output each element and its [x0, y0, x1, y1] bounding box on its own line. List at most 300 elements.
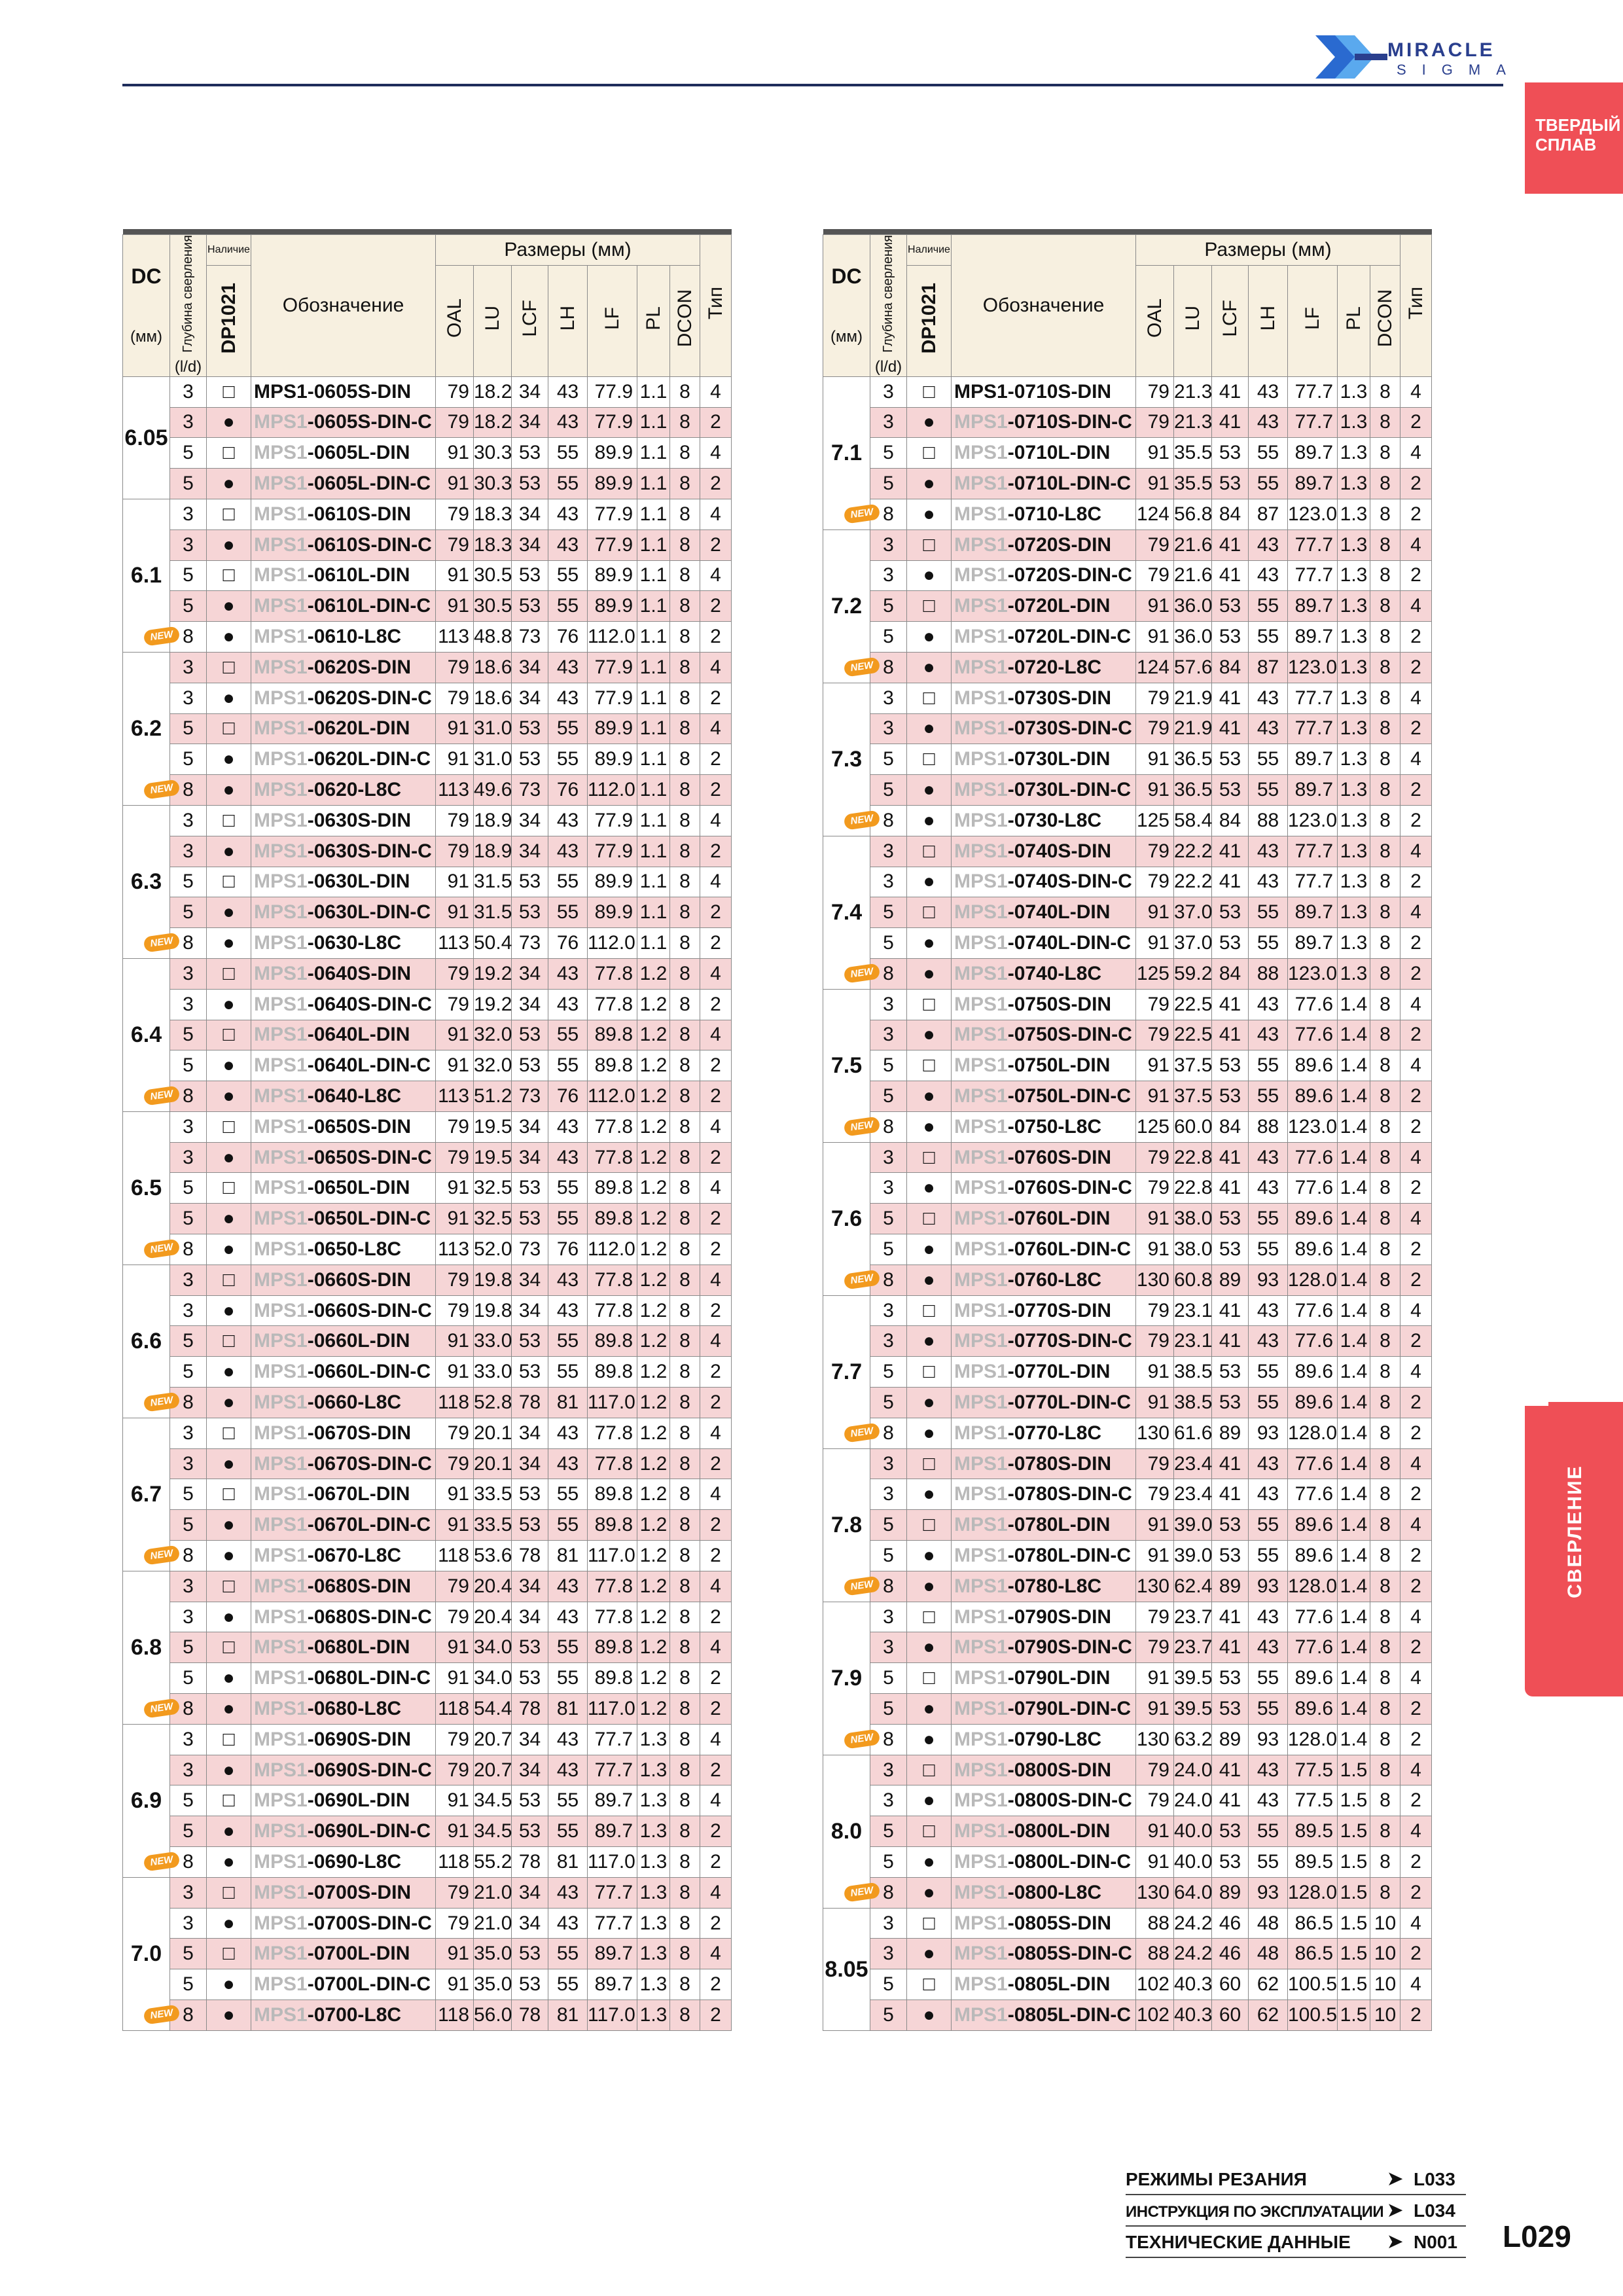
designation-cell[interactable] — [952, 1357, 1136, 1388]
table-row[interactable] — [123, 1632, 732, 1663]
designation-cell[interactable] — [251, 897, 436, 928]
designation-suffix: -0730L-DIN — [1007, 748, 1111, 770]
designation-suffix: -0750L-DIN-C — [1007, 1085, 1132, 1107]
table-row[interactable] — [123, 1602, 732, 1632]
ref-instructions[interactable] — [1126, 2195, 1466, 2227]
designation-cell[interactable] — [251, 1173, 436, 1204]
designation-cell[interactable] — [952, 1908, 1136, 1939]
table-row[interactable] — [823, 1785, 1432, 1816]
table-row[interactable] — [123, 836, 732, 867]
lcf-value: 84 — [1212, 958, 1249, 989]
table-row[interactable] — [823, 438, 1432, 469]
designation-cell[interactable] — [251, 1357, 436, 1388]
pl-value: 1.2 — [637, 1295, 670, 1326]
table-row[interactable] — [823, 1326, 1432, 1357]
lu-value: 51.2 — [474, 1081, 512, 1112]
oal-value: 91 — [1136, 897, 1174, 928]
lu-value: 21.9 — [1174, 683, 1212, 713]
table-row[interactable] — [123, 1847, 732, 1878]
table-row[interactable] — [123, 652, 732, 683]
table-row[interactable] — [823, 836, 1432, 867]
designation-cell[interactable] — [952, 652, 1136, 683]
lh-value: 87 — [1249, 499, 1288, 529]
pl-header-label: PL — [642, 306, 664, 331]
table-row[interactable] — [123, 591, 732, 622]
designation-cell[interactable] — [952, 1969, 1136, 2000]
pl-value: 1.1 — [637, 499, 670, 529]
table-row[interactable] — [123, 1050, 732, 1081]
table-row[interactable] — [123, 1388, 732, 1418]
designation-cell[interactable] — [952, 989, 1136, 1020]
designation-cell[interactable] — [952, 958, 1136, 989]
pl-header-label: PL — [1342, 306, 1364, 331]
lu-value: 18.6 — [474, 683, 512, 713]
designation-cell[interactable] — [251, 1571, 436, 1602]
table-row[interactable] — [123, 1785, 732, 1816]
ld-cell — [170, 529, 207, 560]
designation-cell[interactable] — [952, 713, 1136, 744]
table-row[interactable] — [123, 1204, 732, 1234]
designation-cell[interactable] — [952, 1541, 1136, 1571]
table-row[interactable] — [823, 1969, 1432, 2000]
table-row[interactable] — [823, 1847, 1432, 1878]
designation-cell[interactable] — [952, 529, 1136, 560]
lh-value: 55 — [1249, 897, 1288, 928]
lcf-value: 73 — [512, 775, 548, 806]
table-row[interactable] — [123, 1939, 732, 1969]
ld-cell — [870, 775, 907, 806]
table-row[interactable] — [123, 1969, 732, 2000]
dc-value: 7.9 — [823, 1602, 870, 1755]
table-row[interactable] — [823, 958, 1432, 989]
dcon-value: 8 — [1370, 1847, 1400, 1878]
table-row[interactable] — [823, 1571, 1432, 1602]
table-row[interactable] — [823, 1479, 1432, 1510]
ld-cell — [170, 1877, 207, 1908]
side-tab-carbide[interactable]: ТВЕРДЫЙ СПЛАВ — [1525, 82, 1623, 194]
designation-cell[interactable] — [952, 1479, 1136, 1510]
lf-value: 89.6 — [1288, 1050, 1338, 1081]
table-row[interactable] — [823, 1755, 1432, 1785]
designation-cell[interactable] — [251, 376, 436, 407]
table-row[interactable] — [123, 438, 732, 469]
lh-value: 55 — [548, 1204, 588, 1234]
designation-cell[interactable] — [251, 1755, 436, 1785]
table-row[interactable] — [123, 1908, 732, 1939]
table-row[interactable] — [823, 805, 1432, 836]
side-tab-drilling[interactable] — [1525, 1402, 1623, 1696]
lf-value: 89.5 — [1288, 1847, 1338, 1878]
table-row[interactable] — [823, 989, 1432, 1020]
designation-cell[interactable] — [952, 622, 1136, 653]
table-row[interactable] — [123, 744, 732, 775]
designation-cell[interactable] — [251, 652, 436, 683]
table-row[interactable] — [123, 499, 732, 529]
designation-cell[interactable] — [952, 560, 1136, 591]
lu-value: 18.2 — [474, 407, 512, 438]
pl-value: 1.4 — [1338, 1632, 1370, 1663]
designation-cell[interactable] — [952, 1755, 1136, 1785]
table-row[interactable] — [123, 622, 732, 653]
dcon-value: 10 — [1370, 1908, 1400, 1939]
oal-value: 130 — [1136, 1724, 1174, 1755]
designation-cell[interactable] — [251, 1204, 436, 1234]
ld-cell — [870, 529, 907, 560]
table-row[interactable] — [823, 1173, 1432, 1204]
designation-cell[interactable] — [952, 1020, 1136, 1050]
table-row[interactable] — [123, 713, 732, 744]
table-row[interactable] — [123, 1724, 732, 1755]
designation-cell[interactable] — [251, 2000, 436, 2031]
designation-cell[interactable] — [251, 1388, 436, 1418]
pl-value: 1.3 — [1338, 744, 1370, 775]
type-value: 2 — [700, 1142, 732, 1173]
designation-cell[interactable] — [952, 1204, 1136, 1234]
ref-cutting-modes[interactable] — [1126, 2164, 1466, 2195]
designation-cell[interactable] — [251, 1663, 436, 1694]
table-row[interactable] — [123, 376, 732, 407]
table-row[interactable] — [823, 1357, 1432, 1388]
type-value: 2 — [1400, 928, 1432, 959]
table-row[interactable] — [123, 1541, 732, 1571]
designation-cell[interactable] — [952, 744, 1136, 775]
designation-cell[interactable] — [251, 744, 436, 775]
lh-value: 55 — [548, 1510, 588, 1541]
table-row[interactable] — [823, 591, 1432, 622]
designation-cell[interactable] — [251, 1111, 436, 1142]
designation-cell[interactable] — [251, 622, 436, 653]
designation-cell[interactable] — [952, 1265, 1136, 1295]
designation-cell[interactable] — [251, 836, 436, 867]
ld-value: 3 — [183, 1575, 194, 1597]
designation-cell[interactable] — [251, 1448, 436, 1479]
lu-value: 35.0 — [474, 1939, 512, 1969]
designation-cell[interactable] — [952, 1510, 1136, 1541]
table-row[interactable] — [823, 1602, 1432, 1632]
table-row[interactable] — [123, 1326, 732, 1357]
table-row[interactable] — [123, 1418, 732, 1448]
lu-value: 20.7 — [474, 1724, 512, 1755]
table-row[interactable] — [123, 529, 732, 560]
table-row[interactable] — [823, 1295, 1432, 1326]
lcf-value: 46 — [1212, 1908, 1249, 1939]
designation-cell[interactable] — [952, 1785, 1136, 1816]
dcon-value: 8 — [1370, 1357, 1400, 1388]
designation-cell[interactable] — [251, 958, 436, 989]
table-row[interactable] — [123, 1265, 732, 1295]
designation-cell[interactable] — [952, 1632, 1136, 1663]
table-row[interactable] — [823, 469, 1432, 499]
designation-cell[interactable] — [251, 438, 436, 469]
table-row[interactable] — [823, 499, 1432, 529]
type-value: 2 — [1400, 1418, 1432, 1448]
table-row[interactable] — [823, 897, 1432, 928]
designation-cell[interactable] — [952, 1694, 1136, 1725]
designation-cell[interactable] — [251, 1877, 436, 1908]
designation-cell[interactable] — [251, 469, 436, 499]
designation-cell[interactable] — [952, 1081, 1136, 1112]
designation-cell[interactable] — [952, 591, 1136, 622]
designation-cell[interactable] — [251, 928, 436, 959]
table-row[interactable] — [823, 713, 1432, 744]
designation-cell[interactable] — [952, 1418, 1136, 1448]
table-row[interactable] — [823, 529, 1432, 560]
table-row[interactable] — [123, 1816, 732, 1847]
designation-cell[interactable] — [251, 591, 436, 622]
table-row[interactable] — [823, 1632, 1432, 1663]
in-stock-icon: ● — [207, 1541, 251, 1571]
designation-cell[interactable] — [251, 1969, 436, 2000]
designation-cell[interactable] — [251, 1510, 436, 1541]
designation-cell[interactable] — [952, 407, 1136, 438]
ref-technical-data[interactable] — [1126, 2227, 1466, 2258]
table-row[interactable] — [823, 652, 1432, 683]
ld-cell — [849, 1265, 907, 1295]
table-row[interactable] — [823, 1020, 1432, 1050]
table-row[interactable] — [823, 867, 1432, 897]
lh-value: 43 — [548, 805, 588, 836]
table-row[interactable] — [823, 1816, 1432, 1847]
table-row[interactable] — [823, 2000, 1432, 2031]
oal-value: 79 — [436, 805, 474, 836]
pl-value: 1.2 — [637, 1418, 670, 1448]
dcon-value: 8 — [1370, 1541, 1400, 1571]
ld-cell — [870, 376, 907, 407]
designation-cell[interactable] — [251, 1234, 436, 1265]
table-row[interactable] — [123, 469, 732, 499]
table-row[interactable] — [823, 1510, 1432, 1541]
not-in-stock-icon: □ — [207, 1111, 251, 1142]
designation-cell[interactable] — [952, 1234, 1136, 1265]
designation-cell[interactable] — [251, 1816, 436, 1847]
designation-cell[interactable] — [952, 1877, 1136, 1908]
table-row[interactable] — [123, 1142, 732, 1173]
designation-cell[interactable] — [952, 775, 1136, 806]
lcf-value: 53 — [1212, 1541, 1249, 1571]
designation-cell[interactable] — [952, 1663, 1136, 1694]
table-row[interactable] — [123, 1357, 732, 1388]
table-row[interactable] — [123, 928, 732, 959]
table-row[interactable] — [123, 1877, 732, 1908]
designation-cell[interactable] — [952, 805, 1136, 836]
table-row[interactable] — [823, 1204, 1432, 1234]
in-stock-icon: ● — [207, 591, 251, 622]
lh-value: 55 — [548, 560, 588, 591]
table-row[interactable] — [123, 2000, 732, 2031]
designation-cell[interactable] — [251, 1418, 436, 1448]
table-row[interactable] — [823, 1388, 1432, 1418]
table-row[interactable] — [123, 1448, 732, 1479]
designation-cell[interactable] — [952, 1111, 1136, 1142]
table-row[interactable] — [123, 1234, 732, 1265]
designation-cell[interactable] — [952, 867, 1136, 897]
oal-value: 79 — [436, 1877, 474, 1908]
designation-cell[interactable] — [251, 805, 436, 836]
ld-value: 5 — [183, 564, 194, 586]
table-row[interactable] — [823, 1081, 1432, 1112]
table-row[interactable] — [123, 1571, 732, 1602]
designation-cell[interactable] — [251, 1785, 436, 1816]
designation-cell[interactable] — [251, 1908, 436, 1939]
lh-value: 55 — [548, 1357, 588, 1388]
table-row[interactable] — [823, 1541, 1432, 1571]
designation-cell[interactable] — [251, 989, 436, 1020]
table-row[interactable] — [823, 1939, 1432, 1969]
table-row[interactable] — [123, 989, 732, 1020]
designation-suffix: -0605L-DIN-C — [307, 473, 431, 495]
designation-cell[interactable] — [952, 1448, 1136, 1479]
designation-cell[interactable] — [251, 1632, 436, 1663]
designation-cell[interactable] — [952, 1816, 1136, 1847]
designation-prefix: MPS1 — [254, 2003, 308, 2026]
table-row[interactable] — [823, 1050, 1432, 1081]
designation-cell[interactable] — [251, 1724, 436, 1755]
designation-cell[interactable] — [251, 499, 436, 529]
new-badge-icon: NEW — [143, 779, 181, 799]
dcon-value: 8 — [1370, 1050, 1400, 1081]
designation-cell[interactable] — [251, 1541, 436, 1571]
table-row[interactable] — [823, 1448, 1432, 1479]
table-row[interactable] — [123, 1694, 732, 1725]
designation-cell[interactable] — [251, 1020, 436, 1050]
table-row[interactable] — [123, 1173, 732, 1204]
designation-cell[interactable] — [251, 560, 436, 591]
table-row[interactable] — [123, 1663, 732, 1694]
designation-cell[interactable] — [952, 376, 1136, 407]
designation-cell[interactable] — [952, 1142, 1136, 1173]
designation-cell[interactable] — [251, 1602, 436, 1632]
type-value: 4 — [1400, 591, 1432, 622]
designation-cell[interactable] — [952, 1050, 1136, 1081]
designation-cell[interactable] — [952, 1388, 1136, 1418]
lf-value: 128.0 — [1288, 1877, 1338, 1908]
table-row[interactable] — [123, 1479, 732, 1510]
table-row[interactable] — [823, 1265, 1432, 1295]
ld-value: 5 — [183, 1024, 194, 1046]
table-row[interactable] — [123, 897, 732, 928]
table-row[interactable] — [123, 683, 732, 713]
table-row[interactable] — [823, 1694, 1432, 1725]
table-row[interactable] — [823, 1663, 1432, 1694]
table-row[interactable] — [823, 407, 1432, 438]
table-row[interactable] — [123, 867, 732, 897]
table-row[interactable] — [823, 775, 1432, 806]
dcon-value: 8 — [670, 1847, 700, 1878]
lu-value: 34.0 — [474, 1663, 512, 1694]
table-row[interactable] — [123, 1755, 732, 1785]
lcf-value: 53 — [1212, 1663, 1249, 1694]
table-row[interactable] — [823, 1724, 1432, 1755]
table-row[interactable] — [823, 376, 1432, 407]
designation-cell[interactable] — [952, 1571, 1136, 1602]
designation-cell[interactable] — [251, 1939, 436, 1969]
designation-cell[interactable] — [251, 867, 436, 897]
designation-cell[interactable] — [952, 499, 1136, 529]
table-row[interactable] — [123, 1510, 732, 1541]
table-row[interactable] — [123, 958, 732, 989]
designation-cell[interactable] — [251, 529, 436, 560]
designation-cell[interactable] — [952, 1602, 1136, 1632]
table-row[interactable] — [123, 1111, 732, 1142]
table-row[interactable] — [123, 560, 732, 591]
designation-cell[interactable] — [952, 1295, 1136, 1326]
table-row[interactable] — [823, 560, 1432, 591]
designation-cell[interactable] — [952, 897, 1136, 928]
table-row[interactable] — [823, 928, 1432, 959]
table-row[interactable] — [823, 1111, 1432, 1142]
table-row[interactable] — [123, 407, 732, 438]
table-row[interactable] — [823, 1142, 1432, 1173]
table-row[interactable] — [123, 1020, 732, 1050]
type-value: 2 — [1400, 1571, 1432, 1602]
designation-prefix: MPS1 — [254, 1697, 308, 1719]
lh-value: 43 — [1249, 867, 1288, 897]
designation-cell[interactable] — [952, 836, 1136, 867]
dcon-value: 8 — [670, 836, 700, 867]
table-row[interactable] — [823, 1418, 1432, 1448]
designation-cell[interactable] — [251, 1142, 436, 1173]
designation-cell[interactable] — [251, 683, 436, 713]
table-row[interactable] — [823, 1908, 1432, 1939]
designation-cell[interactable] — [251, 1326, 436, 1357]
ld-value: 3 — [183, 809, 194, 831]
ld-cell — [870, 1847, 907, 1878]
designation-cell[interactable] — [251, 713, 436, 744]
lh-value: 55 — [548, 1479, 588, 1510]
lf-value: 112.0 — [588, 775, 637, 806]
table-row[interactable] — [823, 1234, 1432, 1265]
designation-cell[interactable] — [952, 438, 1136, 469]
table-row[interactable] — [823, 1877, 1432, 1908]
designation-cell[interactable] — [952, 469, 1136, 499]
designation-cell[interactable] — [251, 1265, 436, 1295]
lu-value: 38.5 — [1174, 1357, 1212, 1388]
ld-cell — [870, 1357, 907, 1388]
designation-cell[interactable] — [952, 928, 1136, 959]
in-stock-icon: ● — [207, 1908, 251, 1939]
table-row[interactable] — [123, 1295, 732, 1326]
designation-cell[interactable] — [952, 1847, 1136, 1878]
designation-cell[interactable] — [251, 1694, 436, 1725]
designation-cell[interactable] — [251, 407, 436, 438]
designation-cell[interactable] — [251, 1479, 436, 1510]
table-row[interactable] — [823, 622, 1432, 653]
designation-cell[interactable] — [251, 1295, 436, 1326]
lh-value: 55 — [548, 1050, 588, 1081]
dcon-value: 8 — [670, 1785, 700, 1816]
brand-logo — [1315, 31, 1522, 84]
designation-cell[interactable] — [251, 1081, 436, 1112]
table-row[interactable] — [123, 805, 732, 836]
designation-cell[interactable] — [952, 683, 1136, 713]
ld-value: 3 — [183, 1912, 194, 1934]
designation-cell[interactable] — [952, 1173, 1136, 1204]
table-row[interactable] — [123, 775, 732, 806]
table-row[interactable] — [823, 744, 1432, 775]
designation-cell[interactable] — [251, 775, 436, 806]
designation-cell[interactable] — [952, 1724, 1136, 1755]
table-row[interactable] — [823, 683, 1432, 713]
lcf-value: 73 — [512, 1081, 548, 1112]
designation-cell[interactable] — [952, 2000, 1136, 2031]
designation-prefix: MPS1 — [254, 1146, 308, 1168]
designation-cell[interactable] — [952, 1326, 1136, 1357]
designation-cell[interactable] — [251, 1050, 436, 1081]
designation-suffix: -0700S-DIN-C — [307, 1912, 432, 1934]
designation-cell[interactable] — [251, 1847, 436, 1878]
table-row[interactable] — [123, 1081, 732, 1112]
designation-cell[interactable] — [952, 1939, 1136, 1969]
